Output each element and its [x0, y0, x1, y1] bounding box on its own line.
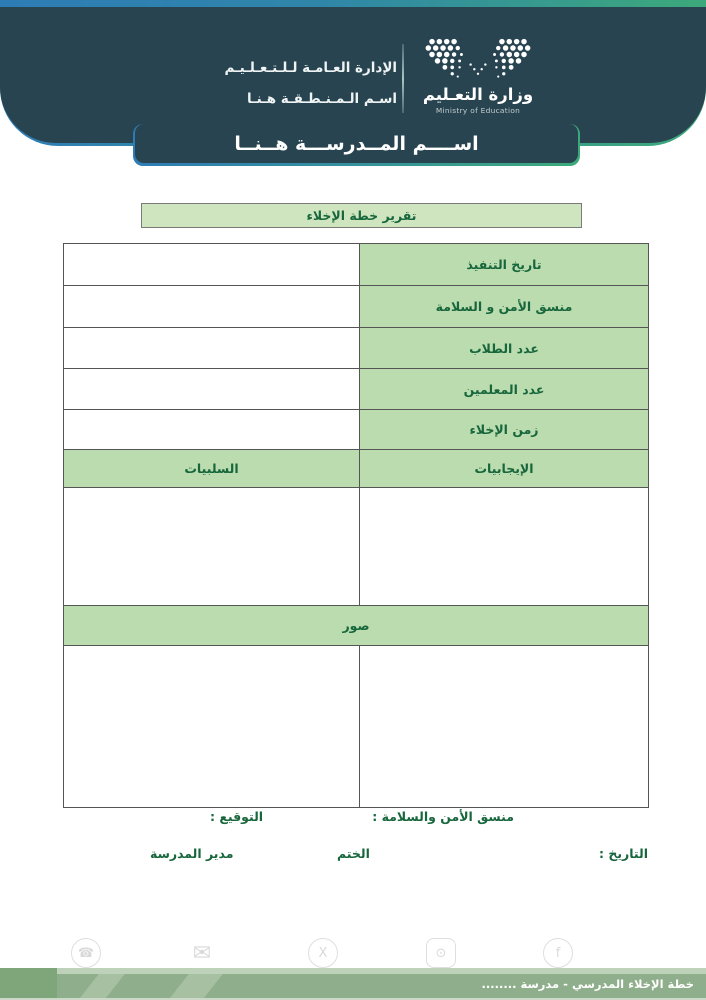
- input-cell-negatives[interactable]: [64, 488, 360, 606]
- school-name-banner: [133, 124, 580, 166]
- school-name-banner-inner: [135, 124, 578, 163]
- footer-stripe: [161, 974, 226, 998]
- ministry-logo: [422, 37, 534, 115]
- footer-bar-text: خطة الإخلاء المدرسي - مدرسة ........: [481, 977, 694, 991]
- facebook-icon: f: [543, 938, 573, 968]
- principal-label: مدير المدرسة: [150, 846, 234, 861]
- input-cell-execution-date[interactable]: [64, 244, 360, 286]
- report-title-bar: [141, 203, 582, 228]
- ministry-name-arabic: وزارة التعـليم: [422, 85, 534, 104]
- ministry-name-english: Ministry of Education: [435, 106, 521, 115]
- stamp-label: الختم: [337, 846, 370, 861]
- header-photos: صور: [64, 606, 649, 646]
- footer-stripe: [71, 974, 128, 998]
- evacuation-form-table: [63, 243, 649, 808]
- table-row: [64, 286, 649, 328]
- social-icons-row: [0, 938, 706, 968]
- row-label-teacher-count: عدد المعلمين: [360, 369, 649, 410]
- school-name-text: اســــم المــدرســـة هــنــا: [234, 132, 479, 155]
- ministry-logo-dots-icon: [422, 37, 534, 83]
- department-text-block: [224, 53, 397, 115]
- table-row: [64, 488, 649, 606]
- table-row: [64, 369, 649, 410]
- row-label-execution-date: تاريخ التنفيذ: [360, 244, 649, 286]
- input-cell-safety-coordinator[interactable]: [64, 286, 360, 328]
- table-row: [64, 450, 649, 488]
- table-row: [64, 646, 649, 808]
- input-cell-evacuation-time[interactable]: [64, 410, 360, 450]
- report-title-text: تقرير خطة الإخلاء: [306, 208, 417, 223]
- department-line1: الإدارة العـامـة لـلـتـعـلـيـم: [224, 60, 397, 76]
- row-label-student-count: عدد الطلاب: [360, 328, 649, 369]
- header-negatives: السلبيات: [64, 450, 360, 488]
- table-row: [64, 606, 649, 646]
- phone-icon: ☎: [71, 938, 101, 968]
- input-cell-student-count[interactable]: [64, 328, 360, 369]
- header-band: [0, 7, 706, 143]
- coordinator-signature-label: منسق الأمن والسلامة :: [372, 809, 514, 824]
- header-gradient-strip: [0, 0, 706, 7]
- row-label-safety-coordinator: منسق الأمن و السلامة: [360, 286, 649, 328]
- instagram-icon: ⊙: [426, 938, 456, 968]
- date-label: التاريخ :: [598, 846, 648, 861]
- email-icon: ✉: [192, 940, 212, 966]
- table-row: [64, 244, 649, 286]
- table-row: [64, 328, 649, 369]
- input-cell-photos-left[interactable]: [64, 646, 360, 808]
- logo-separator: [402, 44, 404, 113]
- x-twitter-icon: X: [308, 938, 338, 968]
- input-cell-teacher-count[interactable]: [64, 369, 360, 410]
- table-row: [64, 410, 649, 450]
- footer-left-block: [0, 968, 57, 998]
- header-positives: الإيجابيات: [360, 450, 649, 488]
- signature-label: التوقيع :: [210, 809, 264, 824]
- input-cell-photos-right[interactable]: [360, 646, 649, 808]
- input-cell-positives[interactable]: [360, 488, 649, 606]
- department-line2: اسـم الـمـنـطـقـة هـنـا: [246, 91, 397, 107]
- row-label-evacuation-time: زمن الإخلاء: [360, 410, 649, 450]
